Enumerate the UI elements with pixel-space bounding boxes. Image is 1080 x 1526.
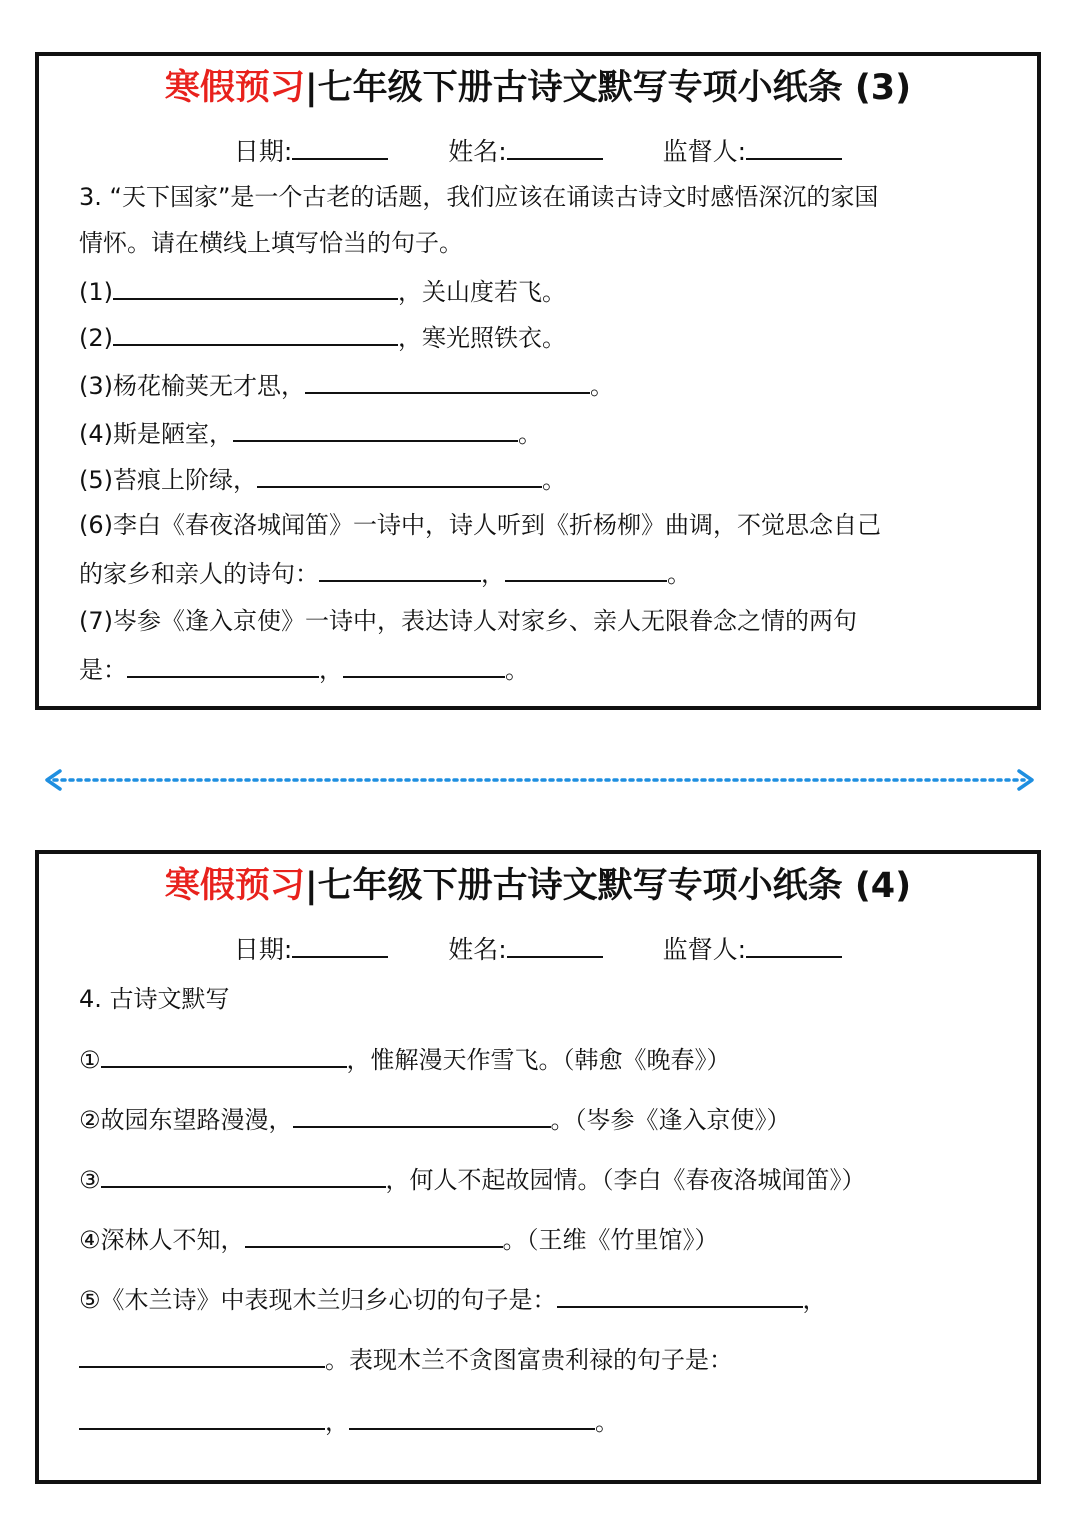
name-label: 姓名:	[448, 935, 507, 964]
item-suffix: ，何人不起故园情。（李白《春夜洛城闻笛》）	[385, 1166, 866, 1194]
answer-blank[interactable]	[245, 1224, 503, 1248]
cut-divider	[0, 760, 1080, 800]
item-suffix: ，寒光照铁衣。	[398, 324, 566, 352]
date-label: 日期:	[233, 935, 293, 964]
item-prefix: (1)	[79, 278, 113, 306]
question-item-5-line-3	[79, 1406, 619, 1437]
answer-blank[interactable]	[79, 1406, 325, 1430]
question-item-3	[79, 370, 614, 401]
item-prefix: ①	[79, 1046, 101, 1074]
answer-blank[interactable]	[127, 654, 319, 678]
question-item-2	[79, 1104, 791, 1135]
answer-blank[interactable]	[79, 1344, 325, 1368]
date-blank[interactable]	[292, 934, 388, 958]
answer-blank[interactable]	[257, 464, 542, 488]
date-blank[interactable]	[292, 136, 388, 160]
question-item-4	[79, 418, 542, 449]
item-prefix: ⑤《木兰诗》中表现木兰归乡心切的句子是：	[79, 1286, 557, 1314]
worksheet-card-3	[35, 52, 1041, 710]
name-blank[interactable]	[507, 136, 603, 160]
question-item-1	[79, 276, 566, 307]
item-prefix: ③	[79, 1166, 101, 1194]
title-text: |七年级下册古诗文默写专项小纸条 (4)	[304, 866, 912, 906]
name-blank[interactable]	[507, 934, 603, 958]
question-item-2	[79, 322, 566, 353]
question-item-7-line-2	[79, 654, 529, 685]
supervisor-label: 监督人:	[662, 137, 747, 166]
supervisor-blank[interactable]	[746, 934, 842, 958]
title-highlight: 寒假预习	[164, 866, 305, 906]
question-item-6-line-1: (6)李白《春夜洛城闻笛》一诗中，诗人听到《折杨柳》曲调，不觉思念自己	[79, 511, 881, 539]
title-highlight: 寒假预习	[164, 68, 305, 108]
item-suffix: 。	[518, 420, 542, 448]
sheet-title	[39, 68, 1037, 108]
item-prefix: (2)	[79, 324, 113, 352]
item-prefix: ②故园东望路漫漫，	[79, 1106, 293, 1134]
item-suffix: 。	[590, 372, 614, 400]
item-suffix: 。（王维《竹里馆》）	[502, 1226, 719, 1254]
question-item-5-line-1	[79, 1284, 827, 1315]
answer-blank[interactable]	[101, 1044, 347, 1068]
answer-blank[interactable]	[305, 370, 590, 394]
item-suffix: ，关山度若飞。	[398, 278, 566, 306]
item-prefix: ④深林人不知，	[79, 1226, 245, 1254]
item-separator: ，	[325, 1408, 349, 1436]
title-text: |七年级下册古诗文默写专项小纸条 (3)	[304, 68, 912, 108]
item-suffix: 。（岑参《逢入京使》）	[550, 1106, 791, 1134]
item-prefix: 的家乡和亲人的诗句：	[79, 560, 319, 588]
item-separator: ，	[481, 560, 505, 588]
answer-blank[interactable]	[505, 558, 667, 582]
question-intro-line-1: 3. “天下国家”是一个古老的话题，我们应该在诵读古诗文时感悟深沉的家国	[79, 183, 879, 211]
answer-blank[interactable]	[343, 654, 505, 678]
answer-blank[interactable]	[101, 1164, 386, 1188]
answer-blank[interactable]	[319, 558, 481, 582]
worksheet-card-4	[35, 850, 1041, 1484]
meta-row	[39, 136, 1037, 167]
meta-row	[39, 934, 1037, 965]
item-suffix: 。	[595, 1408, 619, 1436]
item-suffix: 。	[542, 466, 566, 494]
name-field[interactable]	[448, 136, 602, 167]
item-suffix: ，惟解漫天作雪飞。（韩愈《晚春》）	[346, 1046, 731, 1074]
question-item-7-line-1: (7)岑参《逢入京使》一诗中，表达诗人对家乡、亲人无限眷念之情的两句	[79, 607, 857, 635]
question-intro-line-2: 情怀。请在横线上填写恰当的句子。	[79, 229, 463, 257]
question-item-4	[79, 1224, 719, 1255]
answer-blank[interactable]	[293, 1104, 551, 1128]
supervisor-field[interactable]	[663, 934, 842, 965]
answer-blank[interactable]	[349, 1406, 595, 1430]
item-separator: ，	[802, 1286, 827, 1314]
item-suffix: 。	[667, 560, 691, 588]
item-separator: ，	[319, 656, 343, 684]
supervisor-field[interactable]	[663, 136, 842, 167]
item-prefix: (4)斯是陋室，	[79, 420, 233, 448]
item-prefix: 是：	[79, 656, 127, 684]
answer-blank[interactable]	[233, 418, 518, 442]
date-field[interactable]	[234, 136, 388, 167]
item-suffix: 。表现木兰不贪图富贵利禄的句子是：	[325, 1346, 733, 1374]
answer-blank[interactable]	[113, 322, 398, 346]
question-heading: 4. 古诗文默写	[79, 985, 230, 1013]
question-item-1	[79, 1044, 731, 1075]
question-item-3	[79, 1164, 866, 1195]
date-label: 日期:	[233, 137, 293, 166]
answer-blank[interactable]	[113, 276, 398, 300]
question-item-6-line-2	[79, 558, 691, 589]
question-item-5	[79, 464, 566, 495]
item-prefix: (5)苔痕上阶绿，	[79, 466, 257, 494]
item-suffix: 。	[505, 656, 529, 684]
answer-blank[interactable]	[557, 1284, 803, 1308]
name-field[interactable]	[448, 934, 602, 965]
date-field[interactable]	[234, 934, 388, 965]
supervisor-blank[interactable]	[746, 136, 842, 160]
question-item-5-line-2	[79, 1344, 733, 1375]
item-prefix: (3)杨花榆荚无才思，	[79, 372, 305, 400]
name-label: 姓名:	[448, 137, 507, 166]
sheet-title	[39, 866, 1037, 906]
supervisor-label: 监督人:	[662, 935, 747, 964]
